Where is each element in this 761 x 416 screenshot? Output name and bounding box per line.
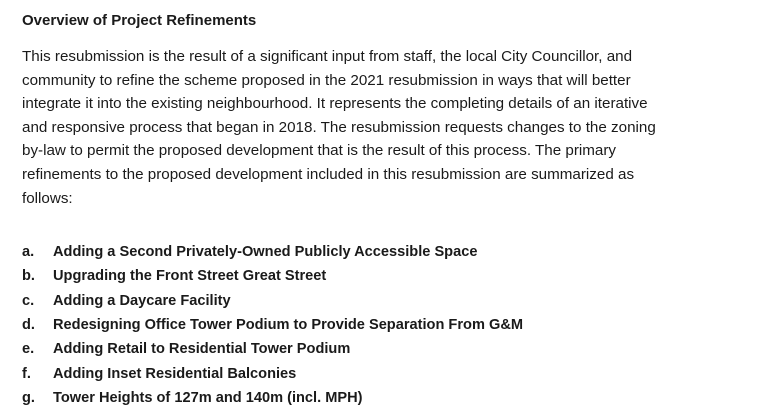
paragraph-line: integrate it into the existing neighbourhood. It represents the completing details of an iterative <box>22 95 648 113</box>
section-heading: Overview of Project Refinements <box>22 12 257 29</box>
list-marker: f. <box>22 365 31 382</box>
list-item-text: Adding Inset Residential Balconies <box>53 365 297 382</box>
list-marker: c. <box>22 292 35 309</box>
list-marker: d. <box>22 317 35 334</box>
list-item <box>22 313 741 337</box>
paragraph-line: follows: <box>22 189 73 207</box>
list-item <box>22 386 741 410</box>
list-item-text: Adding Retail to Residential Tower Podium <box>53 341 351 358</box>
list-item <box>22 362 741 386</box>
list-item <box>22 264 741 288</box>
paragraph-line: refinements to the proposed development included in this resubmission are summarized as <box>22 165 635 183</box>
list-item <box>22 337 741 361</box>
paragraph-line: community to refine the scheme proposed in the 2021 resubmission in ways that will better <box>22 71 631 89</box>
refinements-list <box>22 240 741 410</box>
list-marker: e. <box>22 341 35 358</box>
paragraph-line: This resubmission is the result of a significant input from staff, the local City Councillor, and <box>22 48 633 65</box>
list-item-text: Tower Heights of 127m and 140m (incl. MPH) <box>53 389 363 406</box>
list-item-text: Adding a Daycare Facility <box>53 292 231 309</box>
list-item-text: Redesigning Office Tower Podium to Provide Separation From G&M <box>53 317 524 334</box>
list-marker: b. <box>22 268 35 285</box>
list-item <box>22 289 741 313</box>
list-item-text: Adding a Second Privately-Owned Publicly Accessible Space <box>53 244 478 261</box>
list-item-text: Upgrading the Front Street Great Street <box>53 268 327 285</box>
paragraph-line: and responsive process that began in 2018. The resubmission requests changes to the zoning <box>22 118 656 136</box>
list-item <box>22 240 741 264</box>
list-marker: a. <box>22 244 35 261</box>
paragraph-line: by-law to permit the proposed development that is the result of this process. The primary <box>22 142 617 160</box>
list-marker: g. <box>22 389 35 406</box>
overview-paragraph <box>22 45 741 210</box>
